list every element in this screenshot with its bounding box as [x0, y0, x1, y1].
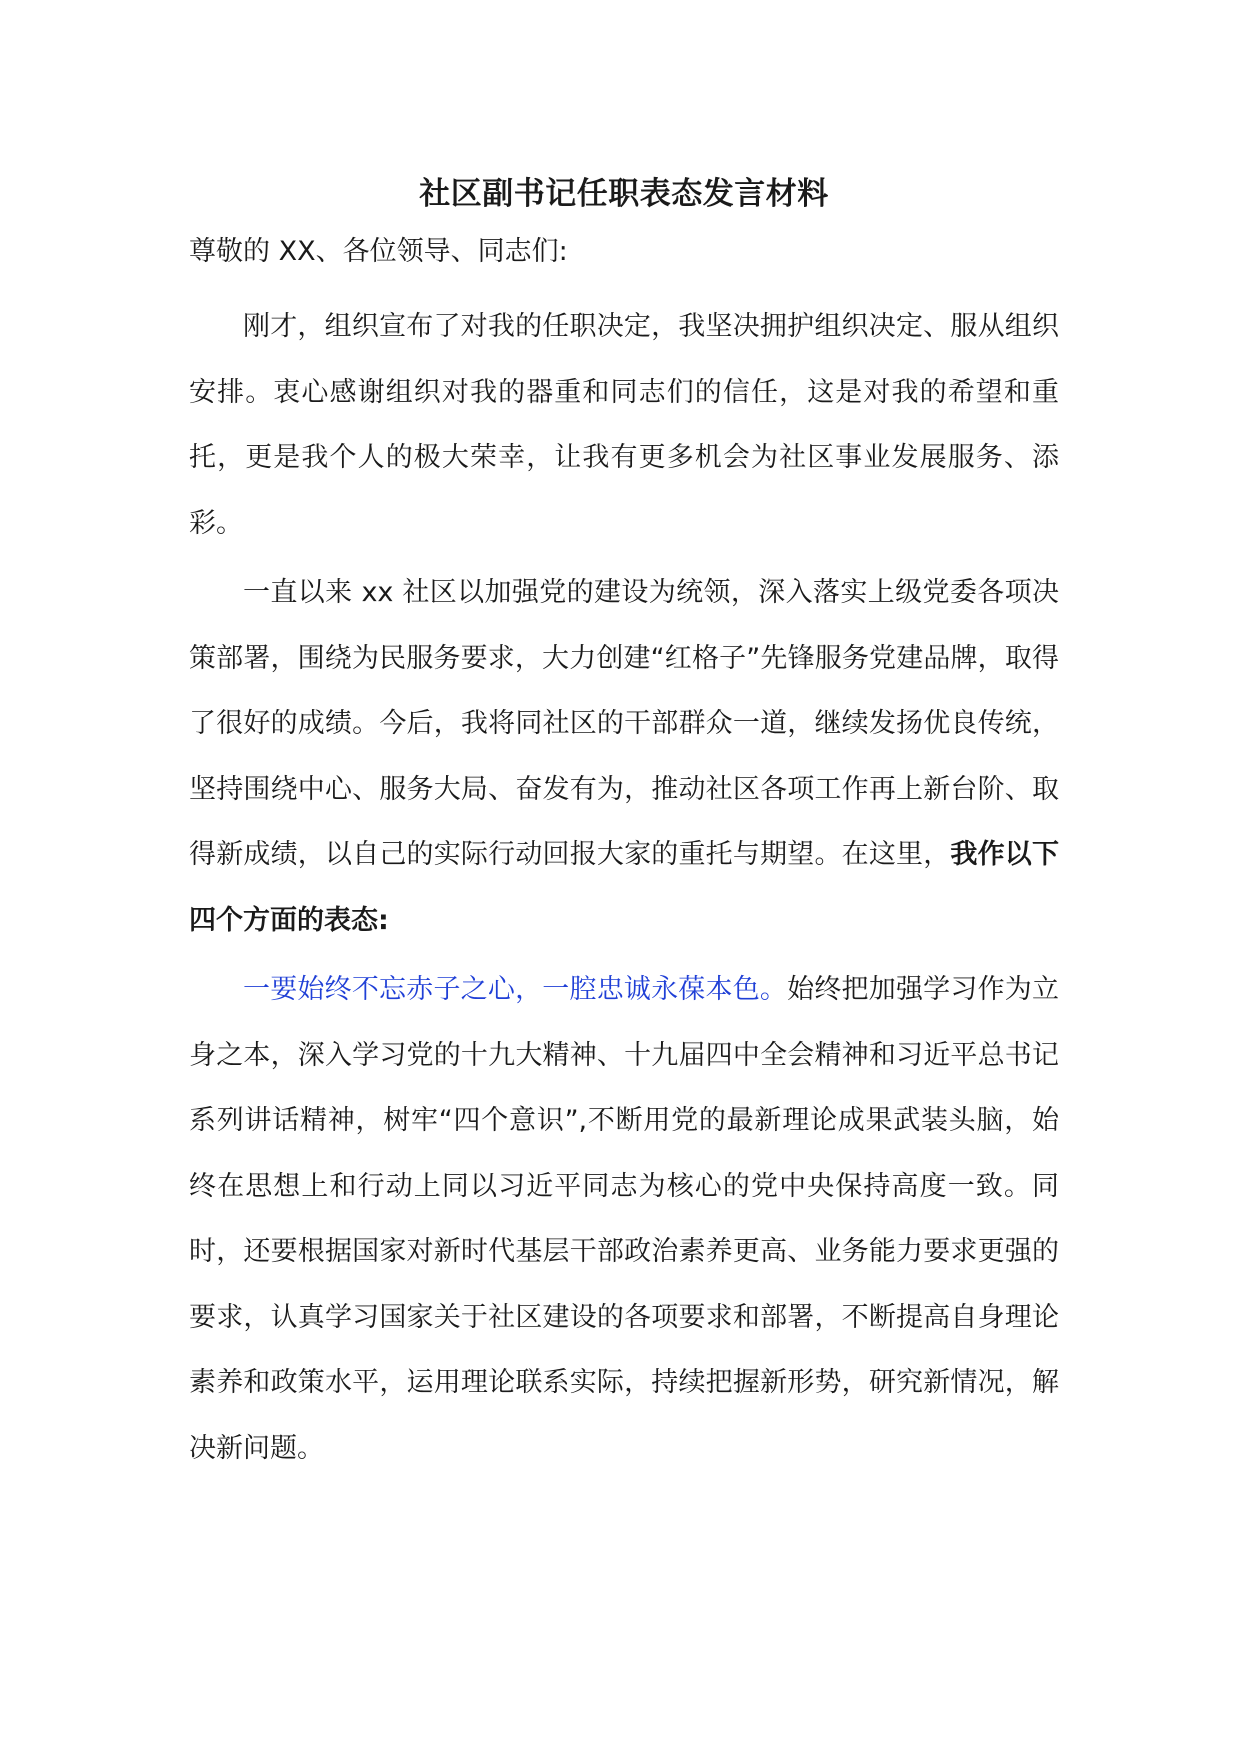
salutation: 尊敬的 XX、各位领导、同志们:	[189, 236, 568, 267]
pledge-intro: 我作以下四个方面的表态:	[189, 839, 1060, 936]
paragraph-community-work-text: 一直以来 xx 社区以加强党的建设为统领，深入落实上级党委各项决策部署，围绕为民服务要求，大力创建“红格子”先锋服务党建品牌，取得了很好的成绩。今后，我将同社区的干部群众一道，继续发扬优良传统，坚持围绕中心、服务大局、奋发有为，推动社区各项工作再上新台阶、取得新成绩，以自己的实际行动回报大家的重托与期望。在这里，	[189, 577, 1059, 870]
paragraph-community-work	[189, 560, 1059, 953]
paragraph-pledge-one	[189, 957, 1059, 1481]
document-title: 社区副书记任职表态发言材料	[419, 176, 829, 212]
pledge-one-text: 始终把加强学习作为立身之本，深入学习党的十九大精神、十九届四中全会精神和习近平总书记系列讲话精神，树牢“四个意识”,不断用党的最新理论成果武装头脑，始终在思想上和行动上同以习近平同志为核心的党中央保持高度一致。同时，还要根据国家对新时代基层干部政治素养更高、业务能力要求更强的要求，认真学习国家关于社区建设的各项要求和部署，不断提高自身理论素养和政策水平，运用理论联系实际，持续把握新形势，研究新情况，解决新问题。	[189, 974, 1060, 1464]
pledge-one-heading: 一要始终不忘赤子之心，一腔忠诚永葆本色。	[243, 974, 788, 1005]
document-page	[189, 174, 1059, 1485]
paragraph-appointment: 刚才，组织宣布了对我的任职决定，我坚决拥护组织决定、服从组织安排。衷心感谢组织对我的器重和同志们的信任，这是对我的希望和重托，更是我个人的极大荣幸，让我有更多机会为社区事业发展服务、添彩。	[189, 311, 1059, 539]
